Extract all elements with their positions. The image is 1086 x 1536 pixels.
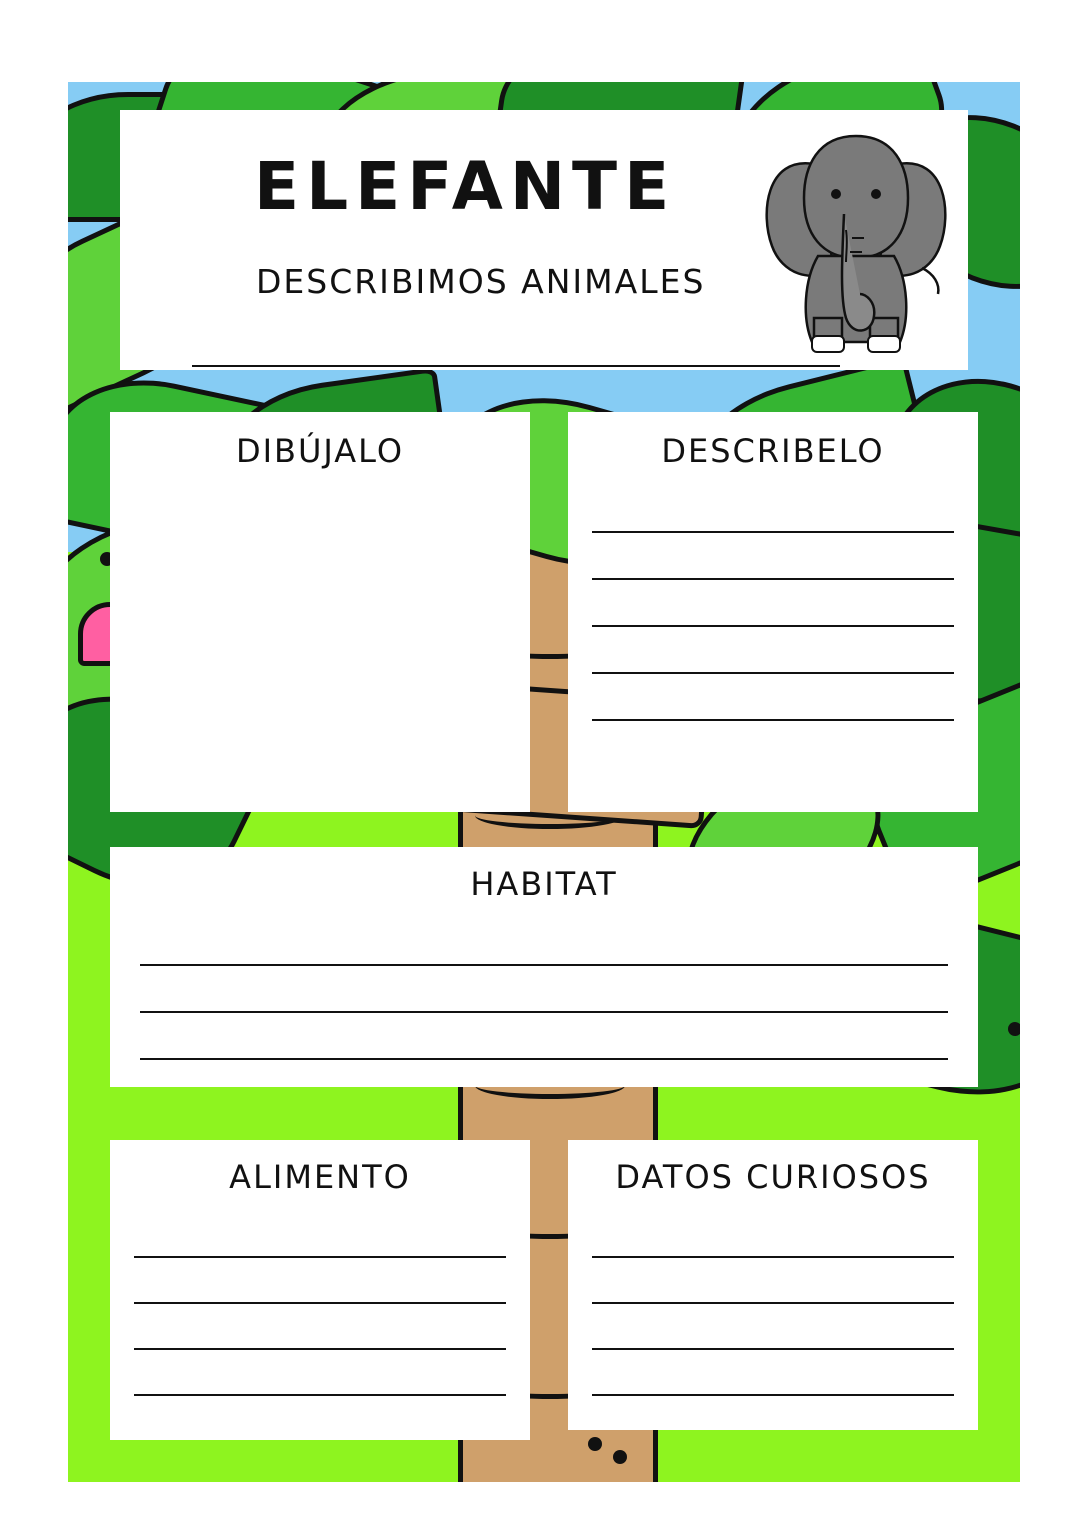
worksheet-sheet: [68, 82, 1020, 1482]
write-line[interactable]: [592, 580, 954, 627]
write-line[interactable]: [134, 1350, 506, 1396]
food-panel: [110, 1140, 530, 1440]
draw-panel-title: DIBÚJALO: [235, 432, 405, 470]
decor-dot: [1008, 1022, 1020, 1036]
habitat-panel: [110, 847, 978, 1087]
facts-panel-title: DATOS CURIOSOS: [615, 1158, 931, 1196]
write-line[interactable]: [592, 627, 954, 674]
facts-panel: [568, 1140, 978, 1430]
write-line[interactable]: [592, 674, 954, 721]
draw-panel[interactable]: [110, 412, 530, 812]
describe-write-lines: [568, 486, 978, 721]
decor-dot: [613, 1450, 627, 1464]
write-line[interactable]: [592, 1350, 954, 1396]
describe-panel-title: DESCRIBELO: [661, 432, 885, 470]
write-line[interactable]: [140, 919, 948, 966]
write-line[interactable]: [592, 486, 954, 533]
food-panel-title: ALIMENTO: [229, 1158, 411, 1196]
habitat-write-lines: [110, 919, 978, 1060]
name-write-line[interactable]: [192, 365, 840, 367]
write-line[interactable]: [140, 966, 948, 1013]
food-write-lines: [110, 1212, 530, 1396]
header-panel: [120, 110, 968, 370]
habitat-panel-title: HABITAT: [470, 865, 618, 903]
elephant-illustration: [756, 118, 956, 364]
write-line[interactable]: [134, 1212, 506, 1258]
page-subtitle: DESCRIBIMOS ANIMALES: [256, 262, 706, 301]
page-title: ELEFANTE: [254, 148, 677, 225]
write-line[interactable]: [592, 533, 954, 580]
write-line[interactable]: [592, 1304, 954, 1350]
describe-panel: [568, 412, 978, 812]
facts-write-lines: [568, 1212, 978, 1396]
write-line[interactable]: [592, 1212, 954, 1258]
write-line[interactable]: [592, 1258, 954, 1304]
write-line[interactable]: [134, 1258, 506, 1304]
write-line[interactable]: [134, 1304, 506, 1350]
decor-dot: [588, 1437, 602, 1451]
write-line[interactable]: [140, 1013, 948, 1060]
